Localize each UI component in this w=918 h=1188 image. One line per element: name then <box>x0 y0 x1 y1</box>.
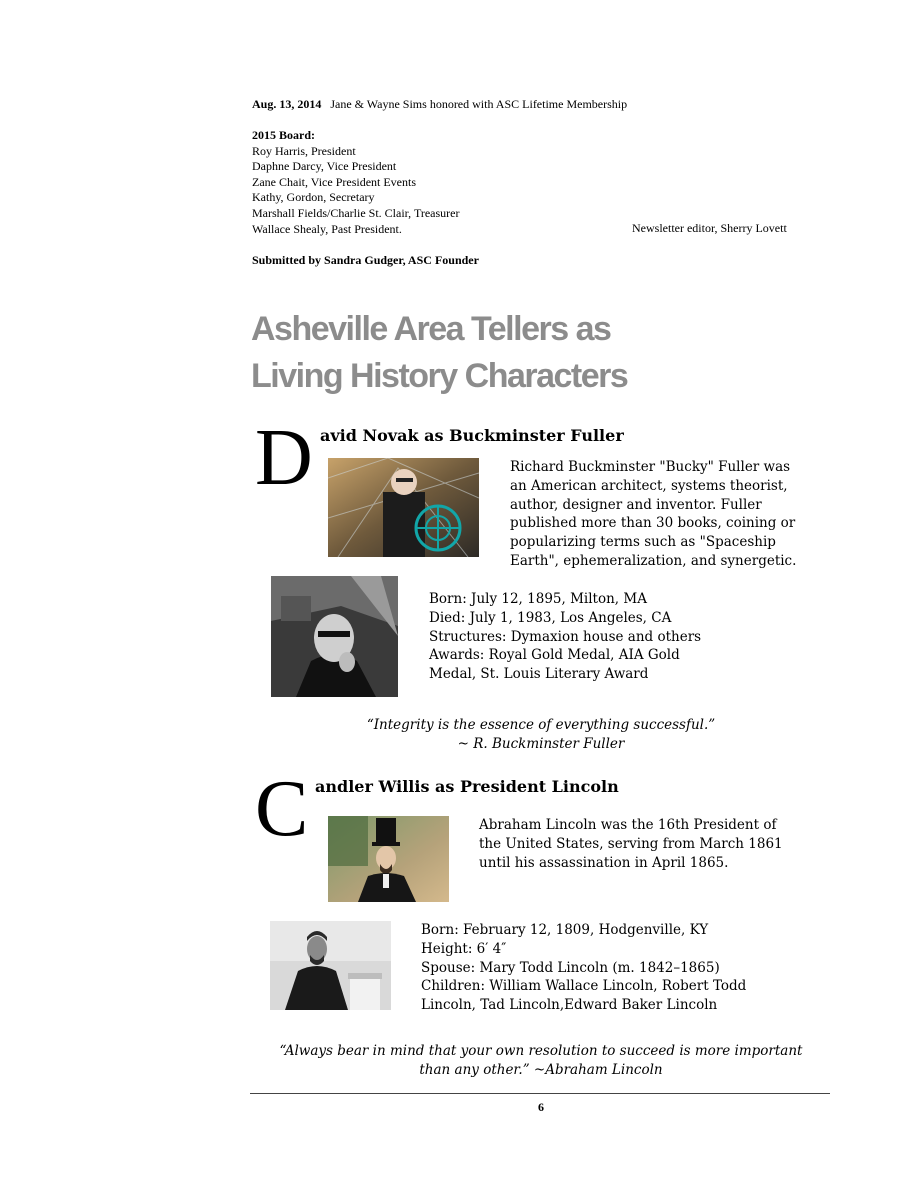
quote <box>252 1042 830 1080</box>
fact-line: Structures: Dymaxion house and others <box>429 628 702 645</box>
title-line: Asheville Area Tellers as <box>251 310 611 348</box>
fact-line: Died: July 1, 1983, Los Angeles, CA <box>429 609 672 626</box>
fact-line: Born: July 12, 1895, Milton, MA <box>429 591 647 607</box>
title-line: Living History Characters <box>251 357 628 395</box>
section-facts <box>429 590 701 684</box>
drop-cap: C <box>255 765 309 853</box>
section-facts <box>421 921 746 1015</box>
news-event: Jane & Wayne Sims honored with ASC Lifetime Membership <box>330 97 628 111</box>
section-description <box>510 458 796 571</box>
fact-line: Awards: Royal Gold Medal, AIA Gold <box>429 647 680 664</box>
description-line: Earth", ephemeralization, and synergetic. <box>510 552 797 569</box>
description-line: Richard Buckminster "Bucky" Fuller was <box>510 459 791 475</box>
board-member: Roy Harris, President <box>252 143 356 158</box>
fact-line: Children: William Wallace Lincoln, Robert Todd <box>421 978 747 995</box>
quote-line: than any other.” ~Abraham Lincoln <box>419 1062 663 1078</box>
fuller-dome-photo <box>328 458 479 557</box>
section-description <box>479 816 783 872</box>
description-line: an American architect, systems theorist, <box>510 477 788 494</box>
board-member: Kathy, Gordon, Secretary <box>252 190 375 205</box>
board-list <box>252 128 460 237</box>
lincoln-portrait-photo <box>270 921 391 1010</box>
description-line: author, designer and inventor. Fuller <box>510 496 762 513</box>
board-member: Marshall Fields/Charlie St. Clair, Treasurer <box>252 205 460 220</box>
quote-attribution: ~ R. Buckminster Fuller <box>457 736 625 752</box>
page-title <box>251 306 627 400</box>
submitted-by: Submitted by Sandra Gudger, ASC Founder <box>252 253 479 267</box>
fact-line: Spouse: Mary Todd Lincoln (m. 1842–1865) <box>421 959 720 976</box>
quote-line: “Integrity is the essence of everything successful.” <box>366 717 716 733</box>
newsletter-editor: Newsletter editor, Sherry Lovett <box>632 221 787 235</box>
fact-line: Lincoln, Tad Lincoln,Edward Baker Lincoln <box>421 997 718 1014</box>
news-item <box>252 97 627 113</box>
description-line: popularizing terms such as "Spaceship <box>510 534 776 551</box>
quote-line: “Always bear in mind that your own resolution to succeed is more important <box>279 1043 803 1059</box>
fact-line: Height: 6′ 4″ <box>421 940 507 957</box>
description-line: until his assassination in April 1865. <box>479 854 729 871</box>
news-date: Aug. 13, 2014 <box>252 97 322 111</box>
section-heading: avid Novak as Buckminster Fuller <box>320 426 624 445</box>
board-heading: 2015 Board: <box>252 128 315 142</box>
board-member: Daphne Darcy, Vice President <box>252 159 397 174</box>
lincoln-reenactor-photo <box>328 816 449 902</box>
fact-line: Born: February 12, 1809, Hodgenville, KY <box>421 922 709 938</box>
footer-divider <box>250 1093 830 1094</box>
fact-line: Medal, St. Louis Literary Award <box>429 666 649 683</box>
description-line: Abraham Lincoln was the 16th President of <box>479 817 777 833</box>
board-member: Wallace Shealy, Past President. <box>252 221 402 236</box>
page-number: 6 <box>538 1100 544 1114</box>
description-line: the United States, serving from March 1861 <box>479 835 783 852</box>
section-heading: andler Willis as President Lincoln <box>315 777 619 796</box>
board-member: Zane Chait, Vice President Events <box>252 174 417 189</box>
fuller-portrait-photo <box>271 576 398 697</box>
drop-cap: D <box>255 414 313 502</box>
description-line: published more than 30 books, coining or <box>510 515 796 532</box>
quote <box>252 716 830 754</box>
